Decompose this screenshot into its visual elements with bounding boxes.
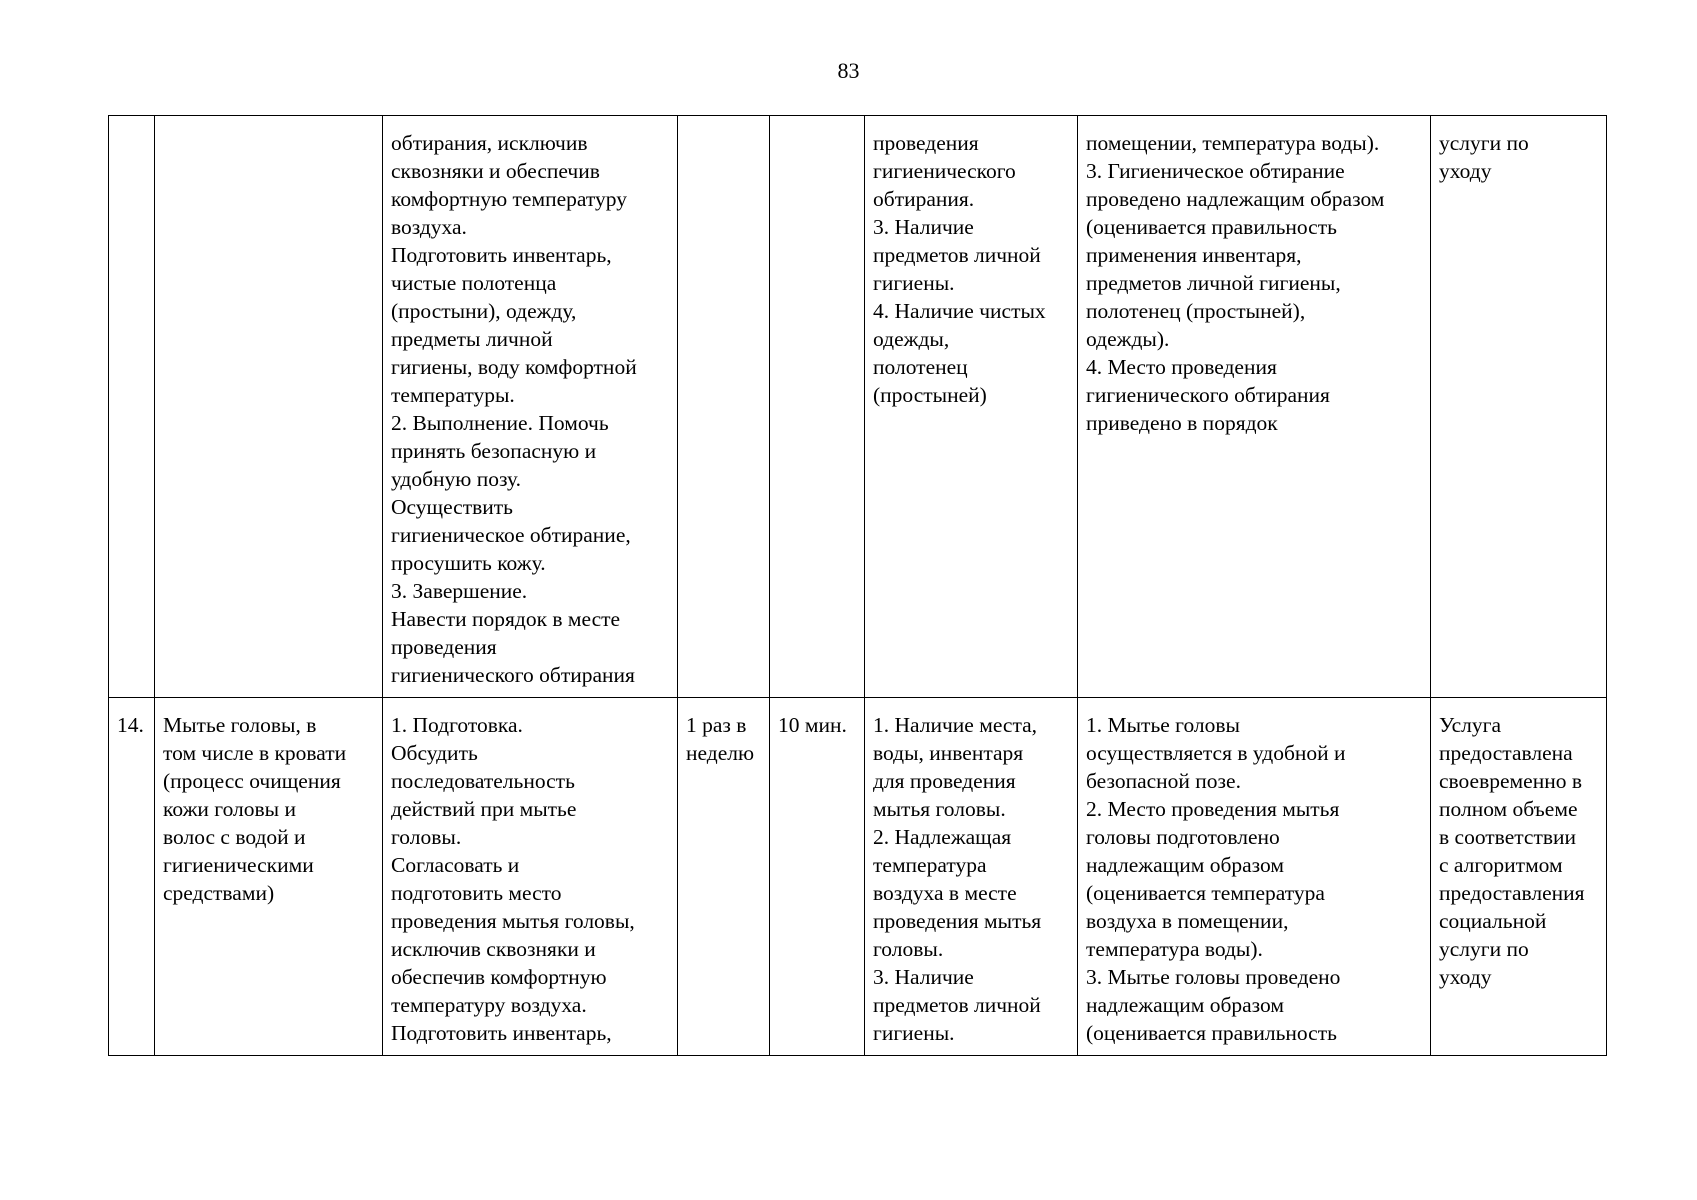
cell-line: воды, инвентаря: [873, 741, 1024, 765]
cell-line: неделю: [686, 741, 755, 765]
cell-line: (простыни), одежду,: [391, 299, 577, 323]
cell-line: мытья головы.: [873, 797, 1006, 821]
page-number: 83: [837, 58, 860, 83]
cell-conditions: [865, 698, 1078, 1056]
cell-line: Согласовать и: [391, 853, 520, 877]
cell-line: предметы личной: [391, 327, 553, 351]
cell-line: для проведения: [873, 769, 1016, 793]
cell-line: гигиеническими: [163, 853, 314, 877]
cell-line: 2. Выполнение. Помочь: [391, 411, 609, 435]
cell-line: надлежащим образом: [1086, 993, 1284, 1017]
table-row: [109, 116, 1607, 698]
cell-line: Подготовить инвентарь,: [391, 1021, 612, 1045]
cell-line: 1. Подготовка.: [391, 713, 523, 737]
cell-line: предоставления: [1439, 881, 1585, 905]
cell-line: одежды,: [873, 327, 950, 351]
cell-line: чистые полотенца: [391, 271, 557, 295]
cell-line: обтирания, исключив: [391, 131, 588, 155]
cell-line: предоставлена: [1439, 741, 1573, 765]
cell-line: принять безопасную и: [391, 439, 597, 463]
cell-line: 1. Наличие места,: [873, 713, 1038, 737]
cell-line: головы подготовлено: [1086, 825, 1280, 849]
cell-line: осуществляется в удобной и: [1086, 741, 1346, 765]
cell-line: услуги по: [1439, 131, 1529, 155]
cell-line: гигиены.: [873, 1021, 955, 1045]
cell-frequency: [678, 698, 770, 1056]
cell-line: уходу: [1439, 159, 1492, 183]
cell-line: 3. Завершение.: [391, 579, 528, 603]
cell-line: 3. Наличие: [873, 215, 974, 239]
cell-number: 14.: [109, 698, 155, 1056]
cell-line: уходу: [1439, 965, 1492, 989]
cell-line: (оценивается правильность: [1086, 1021, 1337, 1045]
cell-line: проведения: [873, 131, 979, 155]
cell-service-content: [383, 698, 678, 1056]
cell-line: предметов личной: [873, 243, 1041, 267]
cell-line: 4. Наличие чистых: [873, 299, 1046, 323]
cell-line: применения инвентаря,: [1086, 243, 1302, 267]
cell-line: гигиены, воду комфортной: [391, 355, 637, 379]
cell-service-name: [155, 116, 383, 698]
cell-line: Услуга: [1439, 713, 1502, 737]
cell-line: температура: [873, 853, 987, 877]
cell-line: средствами): [163, 881, 275, 905]
cell-line: гигиеническое обтирание,: [391, 523, 631, 547]
cell-line: социальной: [1439, 909, 1547, 933]
cell-line: безопасной позе.: [1086, 769, 1241, 793]
cell-line: (оценивается правильность: [1086, 215, 1337, 239]
cell-line: температуру воздуха.: [391, 993, 587, 1017]
cell-line: в соответствии: [1439, 825, 1577, 849]
cell-line: комфортную температуру: [391, 187, 627, 211]
cell-line: кожи головы и: [163, 797, 297, 821]
cell-line: головы.: [873, 937, 944, 961]
cell-line: 2. Место проведения мытья: [1086, 797, 1340, 821]
cell-line: Осуществить: [391, 495, 513, 519]
cell-line: Подготовить инвентарь,: [391, 243, 612, 267]
cell-line: Навести порядок в месте: [391, 607, 621, 631]
cell-line: Обсудить: [391, 741, 478, 765]
cell-duration: [770, 698, 865, 1056]
cell-line: (процесс очищения: [163, 769, 341, 793]
cell-line: сквозняки и обеспечив: [391, 159, 600, 183]
cell-line: 3. Гигиеническое обтирание: [1086, 159, 1345, 183]
cell-line: проведения мытья головы,: [391, 909, 635, 933]
cell-line: полном объеме: [1439, 797, 1578, 821]
cell-line: гигиенического: [873, 159, 1016, 183]
cell-line: 1. Мытье головы: [1086, 713, 1241, 737]
cell-line: просушить кожу.: [391, 551, 546, 575]
cell-result: [1431, 116, 1607, 698]
cell-duration: [770, 116, 865, 698]
cell-line: (оценивается температура: [1086, 881, 1325, 905]
cell-line: гигиены.: [873, 271, 955, 295]
cell-line: полотенец (простыней),: [1086, 299, 1306, 323]
cell-line: своевременно в: [1439, 769, 1582, 793]
cell-line: проведения: [391, 635, 497, 659]
cell-line: исключив сквозняки и: [391, 937, 596, 961]
cell-line: 4. Место проведения: [1086, 355, 1277, 379]
cell-line: 10 мин.: [778, 713, 847, 737]
cell-line: воздуха в помещении,: [1086, 909, 1289, 933]
cell-line: гигиенического обтирания: [1086, 383, 1330, 407]
cell-line: одежды).: [1086, 327, 1170, 351]
cell-quality-indicators: [1078, 698, 1431, 1056]
services-table: [108, 115, 1607, 1056]
cell-service-name: [155, 698, 383, 1056]
cell-line: воздуха.: [391, 215, 467, 239]
cell-line: воздуха в месте: [873, 881, 1017, 905]
cell-line: полотенец: [873, 355, 968, 379]
cell-line: 1 раз в: [686, 713, 747, 737]
cell-line: удобную позу.: [391, 467, 521, 491]
cell-line: 2. Надлежащая: [873, 825, 1012, 849]
cell-line: предметов личной гигиены,: [1086, 271, 1341, 295]
cell-line: подготовить место: [391, 881, 562, 905]
cell-line: (простыней): [873, 383, 987, 407]
cell-line: том числе в кровати: [163, 741, 347, 765]
cell-number: [109, 116, 155, 698]
cell-line: гигиенического обтирания: [391, 663, 635, 687]
cell-line: головы.: [391, 825, 462, 849]
cell-line: волос с водой и: [163, 825, 306, 849]
cell-line: надлежащим образом: [1086, 853, 1284, 877]
cell-line: температура воды).: [1086, 937, 1263, 961]
cell-line: Мытье головы, в: [163, 713, 317, 737]
cell-quality-indicators: [1078, 116, 1431, 698]
cell-line: проведено надлежащим образом: [1086, 187, 1385, 211]
cell-line: последовательность: [391, 769, 575, 793]
cell-line: с алгоритмом: [1439, 853, 1563, 877]
cell-conditions: [865, 116, 1078, 698]
cell-line: температуры.: [391, 383, 515, 407]
cell-service-content: [383, 116, 678, 698]
cell-line: обтирания.: [873, 187, 975, 211]
cell-line: 3. Наличие: [873, 965, 974, 989]
cell-line: проведения мытья: [873, 909, 1042, 933]
cell-line: действий при мытье: [391, 797, 577, 821]
cell-line: услуги по: [1439, 937, 1529, 961]
cell-line: 3. Мытье головы проведено: [1086, 965, 1341, 989]
cell-line: предметов личной: [873, 993, 1041, 1017]
table-row: [109, 698, 1607, 1056]
cell-frequency: [678, 116, 770, 698]
cell-line: приведено в порядок: [1086, 411, 1278, 435]
cell-line: помещении, температура воды).: [1086, 131, 1380, 155]
cell-line: обеспечив комфортную: [391, 965, 607, 989]
cell-result: [1431, 698, 1607, 1056]
